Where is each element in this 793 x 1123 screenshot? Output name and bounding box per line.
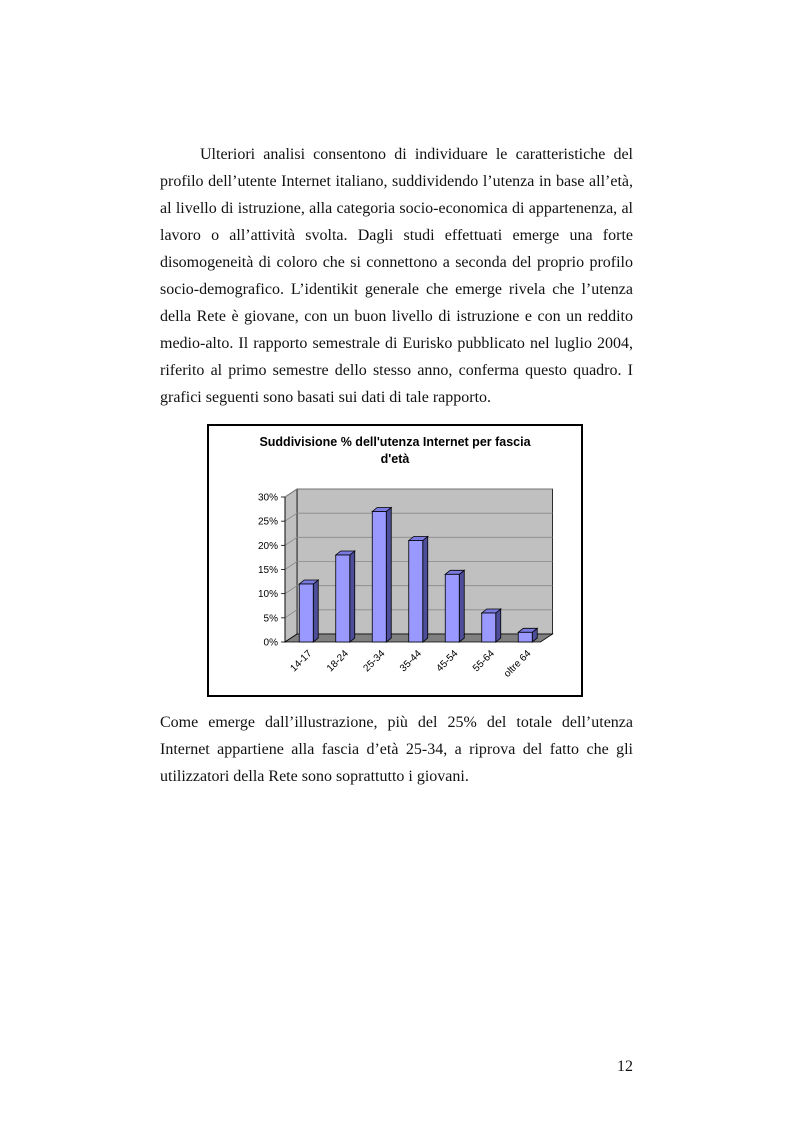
x-tick-label: 45-54 <box>434 648 461 675</box>
chart-canvas <box>209 426 581 695</box>
y-tick-label: 25% <box>257 516 278 528</box>
x-tick-label: oltre 64 <box>502 648 534 680</box>
x-tick-label: 14-17 <box>288 648 315 675</box>
bar-18-24 <box>336 555 350 642</box>
bar-side-55-64 <box>496 609 501 642</box>
y-tick-label: 30% <box>257 492 278 504</box>
age-distribution-chart <box>207 424 583 697</box>
x-tick-label: 18-24 <box>325 648 351 675</box>
bar-side-18-24 <box>350 551 355 642</box>
page-number: 12 <box>617 1058 633 1075</box>
y-tick-label: 10% <box>257 589 278 601</box>
chart-title-line-2: d'età <box>380 452 410 466</box>
bar-45-54 <box>445 574 459 642</box>
body-paragraph-intro: Ulteriori analisi consentono di individuare le caratteristiche del profilo dell’utente Internet italiano, suddividendo l’utenza in base all’età, al livello di istruzione, alla categoria socio-economica di appartenenza, al lavoro o all’attività svolta. Dagli studi effettuati emerge una forte disomogeneità di coloro che si connettono a seconda del proprio profilo socio-demografico. L’identikit generale che emerge rivela che l’utenza della Rete è giovane, con un buon livello di istruzione e con un reddito medio-alto. Il rapporto semestrale di Eurisko pubblicato nel luglio 2004, riferito al primo semestre dello stesso anno, conferma questo quadro. I grafici seguenti sono basati sui dati di tale rapporto. <box>160 146 633 406</box>
bar-oltre 64 <box>518 632 532 642</box>
bar-14-17 <box>299 584 313 642</box>
bar-55-64 <box>482 613 496 642</box>
bar-side-14-17 <box>313 580 318 642</box>
y-tick-label: 5% <box>263 613 278 625</box>
y-tick-label: 0% <box>263 637 278 649</box>
chart-title-line-1: Suddivisione % dell'utenza Internet per fascia <box>259 435 531 449</box>
body-paragraph-conclusion: Come emerge dall’illustrazione, più del 25% del totale dell’utenza Internet appartiene alla fascia d’età 25-34, a riprova del fatto che gli utilizzatori della Rete sono soprattutto i giovani. <box>160 714 633 785</box>
x-tick-label: 35-44 <box>398 648 424 675</box>
bar-side-45-54 <box>459 570 464 642</box>
x-tick-label: 25-34 <box>361 648 388 675</box>
y-tick-label: 15% <box>257 565 278 576</box>
bar-side-25-34 <box>386 508 391 643</box>
y-tick-label: 20% <box>257 540 278 552</box>
bar-side-35-44 <box>423 537 428 643</box>
bar-35-44 <box>409 541 423 643</box>
bar-25-34 <box>372 512 386 643</box>
x-tick-label: 55-64 <box>471 648 497 675</box>
